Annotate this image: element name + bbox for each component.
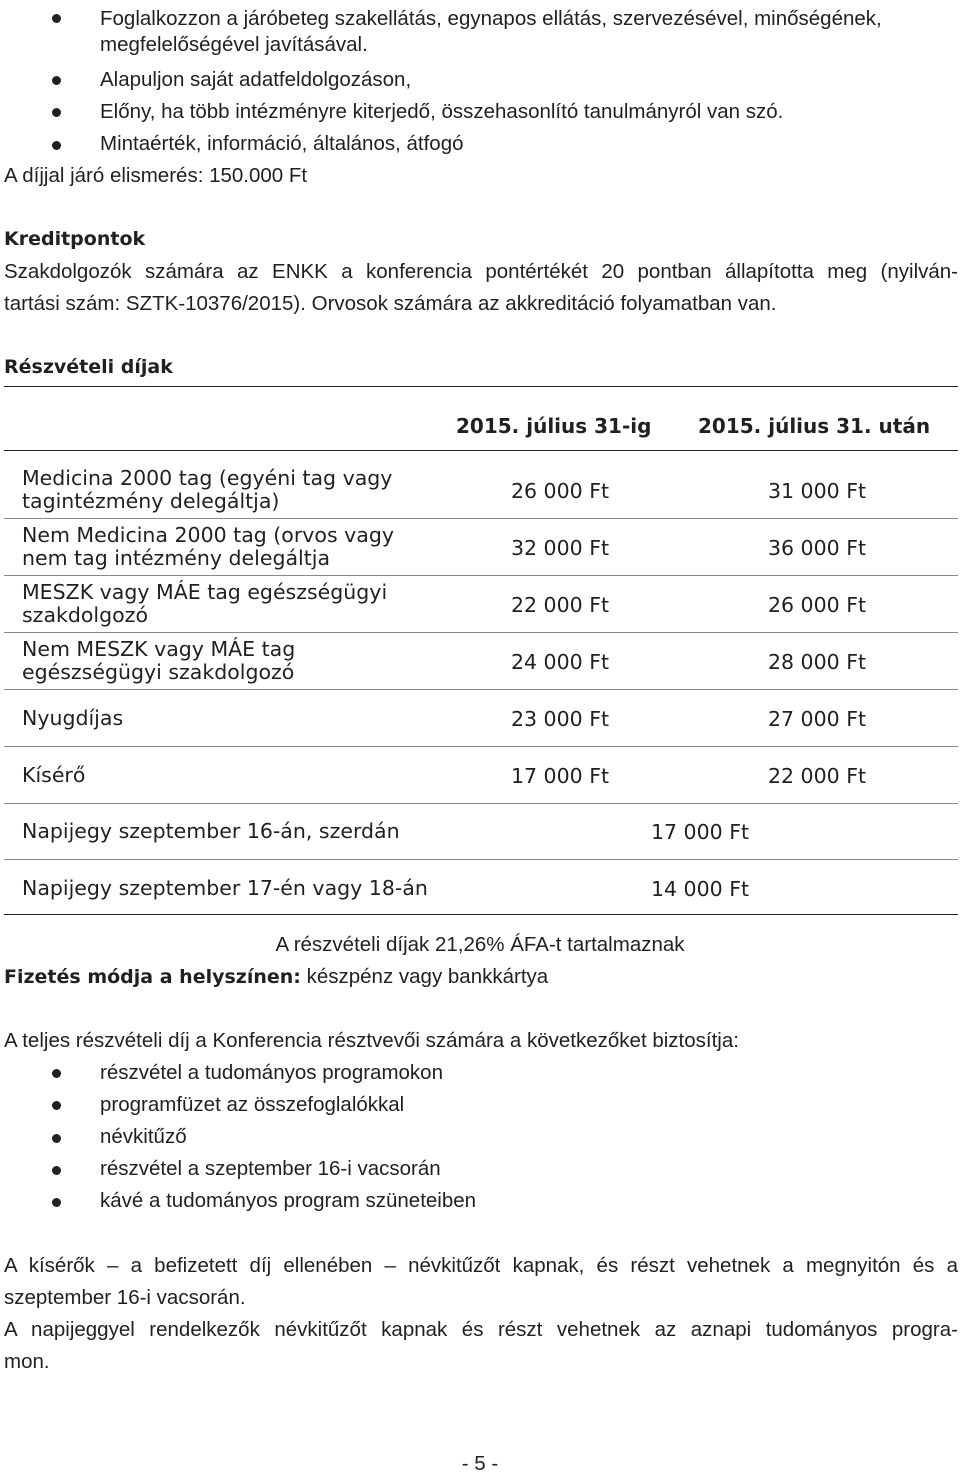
row-label-line: Nem Medicina 2000 tag (orvos vagy xyxy=(22,523,394,547)
bullet-icon xyxy=(52,1166,61,1175)
day-ticket-label: Napijegy szeptember 16-án, szerdán xyxy=(22,819,400,843)
fee-early: 17 000 Ft xyxy=(510,764,610,788)
column-header-early: 2015. július 31-ig xyxy=(456,414,652,438)
list-item: Mintaérték, információ, általános, átfogó xyxy=(100,132,464,155)
table-row-label xyxy=(22,467,392,513)
table-row-label xyxy=(22,581,387,627)
list-item: Alapuljon saját adatfeldolgozáson, xyxy=(100,68,412,91)
bullet-icon xyxy=(52,141,61,150)
table-row-label: Kísérő xyxy=(22,763,86,787)
fees-heading: Részvételi díjak xyxy=(4,356,173,378)
table-row-label xyxy=(22,638,295,684)
day-ticket-paragraph-continued: mon. xyxy=(4,1350,50,1373)
fee-early: 26 000 Ft xyxy=(510,479,610,503)
credits-heading: Kreditpontok xyxy=(4,228,146,250)
table-bottom-rule xyxy=(4,914,958,915)
page-number: - 5 - xyxy=(461,1452,499,1475)
column-header-late: 2015. július 31. után xyxy=(698,414,931,438)
row-divider xyxy=(4,575,958,576)
bullet-icon xyxy=(52,1198,61,1207)
bullet-icon xyxy=(52,76,61,85)
bullet-icon xyxy=(52,1101,61,1110)
credits-text: Szakdolgozók számára az ENKK a konferencia pontértékét 20 pontban állapította meg (nyilván- xyxy=(4,260,958,283)
day-ticket-label: Napijegy szeptember 17-én vagy 18-án xyxy=(22,876,428,900)
includes-intro: A teljes részvételi díj a Konferencia résztvevői számára a következőket biztosítja: xyxy=(4,1029,739,1052)
row-divider xyxy=(4,746,958,747)
fee-early: 24 000 Ft xyxy=(510,650,610,674)
fee-early: 23 000 Ft xyxy=(510,707,610,731)
bullet-icon xyxy=(52,14,61,23)
row-divider xyxy=(4,859,958,860)
row-label-line: nem tag intézmény delegáltja xyxy=(22,546,331,570)
table-row-label: Nyugdíjas xyxy=(22,706,124,730)
list-item: programfüzet az összefoglalókkal xyxy=(100,1093,405,1116)
list-item: Előny, ha több intézményre kiterjedő, összehasonlító tanulmányról van szó. xyxy=(100,100,784,123)
list-item: Foglalkozzon a járóbeteg szakellátás, egynapos ellátás, szervezésével, minőségének, xyxy=(100,7,882,30)
row-label-line: MESZK vagy MÁE tag egészségügyi xyxy=(22,580,388,604)
award-line: A díjjal járó elismerés: 150.000 Ft xyxy=(4,164,308,187)
vat-note: A részvételi díjak 21,26% ÁFA-t tartalmaznak xyxy=(275,933,685,956)
bullet-icon xyxy=(52,108,61,117)
row-label-line: Nem MESZK vagy MÁE tag xyxy=(22,637,296,661)
table-row-label xyxy=(22,524,394,570)
companions-paragraph-continued: szeptember 16-i vacsorán. xyxy=(4,1286,246,1309)
row-label-line: egészségügyi szakdolgozó xyxy=(22,660,295,684)
list-item: részvétel a szeptember 16-i vacsorán xyxy=(100,1157,441,1180)
payment-value: készpénz vagy bankkártya xyxy=(300,965,549,988)
row-divider xyxy=(4,518,958,519)
table-top-rule xyxy=(4,386,958,387)
row-label-line: Medicina 2000 tag (egyéni tag vagy xyxy=(22,466,393,490)
list-item: kávé a tudományos program szüneteiben xyxy=(100,1189,477,1212)
list-item: részvétel a tudományos programokon xyxy=(100,1061,443,1084)
day-ticket-price: 17 000 Ft xyxy=(650,820,750,844)
companions-paragraph: A kísérők – a befizetett díj ellenében – névkitűzőt kapnak, és részt vehetnek a megnyitón és a xyxy=(4,1254,958,1277)
fee-late: 27 000 Ft xyxy=(767,707,867,731)
bullet-icon xyxy=(52,1069,61,1078)
payment-label: Fizetés módja a helyszínen: xyxy=(4,966,301,988)
fee-late: 22 000 Ft xyxy=(767,764,867,788)
row-divider xyxy=(4,803,958,804)
fee-early: 22 000 Ft xyxy=(510,593,610,617)
payment-line xyxy=(4,961,548,993)
fee-late: 26 000 Ft xyxy=(767,593,867,617)
fee-late: 28 000 Ft xyxy=(767,650,867,674)
row-divider xyxy=(4,689,958,690)
credits-text-continued: tartási szám: SZTK-10376/2015). Orvosok számára az akkreditáció folyamatban van. xyxy=(4,292,777,315)
fee-late: 36 000 Ft xyxy=(767,536,867,560)
day-ticket-price: 14 000 Ft xyxy=(650,877,750,901)
row-label-line: tagintézmény delegáltja) xyxy=(22,489,280,513)
fee-early: 32 000 Ft xyxy=(510,536,610,560)
fee-late: 31 000 Ft xyxy=(767,479,867,503)
list-item: névkitűző xyxy=(100,1125,187,1148)
list-item-continuation: megfelelőségével javításával. xyxy=(100,33,368,56)
header-rule xyxy=(4,450,958,451)
row-divider xyxy=(4,632,958,633)
day-ticket-paragraph: A napijeggyel rendelkezők névkitűzőt kapnak és részt vehetnek az aznapi tudományos progra- xyxy=(4,1318,958,1341)
row-label-line: szakdolgozó xyxy=(22,603,148,627)
bullet-icon xyxy=(52,1134,61,1143)
